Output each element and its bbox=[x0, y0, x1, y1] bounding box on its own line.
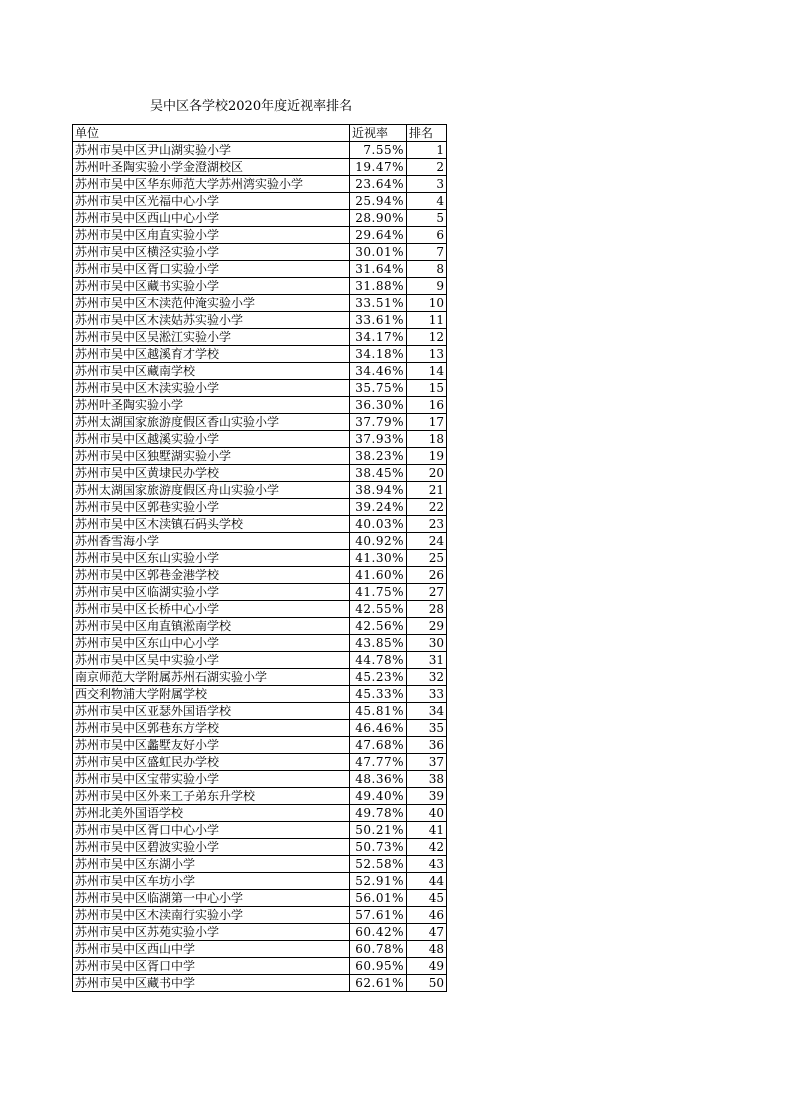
rank-cell: 30 bbox=[407, 635, 447, 652]
rank-cell: 50 bbox=[407, 975, 447, 992]
school-name-cell: 苏州市吴中区宝带实验小学 bbox=[73, 771, 350, 788]
myopia-rate-cell: 50.21% bbox=[350, 822, 407, 839]
myopia-rate-cell: 37.79% bbox=[350, 414, 407, 431]
myopia-rate-cell: 45.33% bbox=[350, 686, 407, 703]
rank-cell: 33 bbox=[407, 686, 447, 703]
table-row bbox=[73, 380, 447, 397]
myopia-rate-cell: 30.01% bbox=[350, 244, 407, 261]
school-name-cell: 苏州市吴中区木渎南行实验小学 bbox=[73, 907, 350, 924]
school-name-cell: 苏州市吴中区胥口实验小学 bbox=[73, 261, 350, 278]
school-name-cell: 苏州市吴中区郭巷实验小学 bbox=[73, 499, 350, 516]
school-name-cell: 苏州市吴中区木渎范仲淹实验小学 bbox=[73, 295, 350, 312]
rank-cell: 38 bbox=[407, 771, 447, 788]
school-name-cell: 苏州市吴中区盛虹民办学校 bbox=[73, 754, 350, 771]
myopia-rate-cell: 42.56% bbox=[350, 618, 407, 635]
rank-cell: 6 bbox=[407, 227, 447, 244]
table-row bbox=[73, 465, 447, 482]
myopia-rate-cell: 52.91% bbox=[350, 873, 407, 890]
myopia-rate-cell: 41.30% bbox=[350, 550, 407, 567]
header-rate: 近视率 bbox=[350, 125, 407, 142]
rank-cell: 14 bbox=[407, 363, 447, 380]
rank-cell: 2 bbox=[407, 159, 447, 176]
myopia-rate-cell: 47.77% bbox=[350, 754, 407, 771]
rank-cell: 31 bbox=[407, 652, 447, 669]
school-name-cell: 苏州市吴中区横泾实验小学 bbox=[73, 244, 350, 261]
table-row bbox=[73, 686, 447, 703]
rank-cell: 26 bbox=[407, 567, 447, 584]
school-name-cell: 苏州市吴中区越溪实验小学 bbox=[73, 431, 350, 448]
rank-cell: 36 bbox=[407, 737, 447, 754]
table-row bbox=[73, 856, 447, 873]
table-row bbox=[73, 312, 447, 329]
table-body bbox=[73, 142, 447, 992]
myopia-rate-cell: 52.58% bbox=[350, 856, 407, 873]
school-name-cell: 苏州市吴中区郭巷金港学校 bbox=[73, 567, 350, 584]
table-row bbox=[73, 295, 447, 312]
school-name-cell: 苏州市吴中区吴淞江实验小学 bbox=[73, 329, 350, 346]
school-name-cell: 苏州市吴中区胥口中学 bbox=[73, 958, 350, 975]
table-row bbox=[73, 788, 447, 805]
table-row bbox=[73, 159, 447, 176]
table-row bbox=[73, 669, 447, 686]
rank-cell: 28 bbox=[407, 601, 447, 618]
school-name-cell: 苏州市吴中区苏苑实验小学 bbox=[73, 924, 350, 941]
school-name-cell: 苏州市吴中区西山中学 bbox=[73, 941, 350, 958]
table-row bbox=[73, 839, 447, 856]
myopia-rate-cell: 34.17% bbox=[350, 329, 407, 346]
table-row bbox=[73, 448, 447, 465]
myopia-rate-cell: 33.51% bbox=[350, 295, 407, 312]
table-row bbox=[73, 805, 447, 822]
rank-cell: 39 bbox=[407, 788, 447, 805]
table-row bbox=[73, 516, 447, 533]
school-name-cell: 南京师范大学附属苏州石湖实验小学 bbox=[73, 669, 350, 686]
myopia-rate-cell: 31.64% bbox=[350, 261, 407, 278]
school-name-cell: 苏州市吴中区碧波实验小学 bbox=[73, 839, 350, 856]
school-name-cell: 苏州北美外国语学校 bbox=[73, 805, 350, 822]
ranking-table bbox=[72, 124, 447, 992]
school-name-cell: 苏州香雪海小学 bbox=[73, 533, 350, 550]
myopia-rate-cell: 28.90% bbox=[350, 210, 407, 227]
rank-cell: 32 bbox=[407, 669, 447, 686]
table-row bbox=[73, 635, 447, 652]
rank-cell: 10 bbox=[407, 295, 447, 312]
table-row bbox=[73, 499, 447, 516]
table-row bbox=[73, 771, 447, 788]
myopia-rate-cell: 36.30% bbox=[350, 397, 407, 414]
myopia-rate-cell: 60.78% bbox=[350, 941, 407, 958]
table-row bbox=[73, 482, 447, 499]
header-unit: 单位 bbox=[73, 125, 350, 142]
rank-cell: 22 bbox=[407, 499, 447, 516]
school-name-cell: 苏州市吴中区长桥中心小学 bbox=[73, 601, 350, 618]
rank-cell: 42 bbox=[407, 839, 447, 856]
school-name-cell: 苏州市吴中区木渎镇石码头学校 bbox=[73, 516, 350, 533]
table-row bbox=[73, 941, 447, 958]
rank-cell: 37 bbox=[407, 754, 447, 771]
table-header-row bbox=[73, 125, 447, 142]
myopia-rate-cell: 60.42% bbox=[350, 924, 407, 941]
school-name-cell: 苏州市吴中区华东师范大学苏州湾实验小学 bbox=[73, 176, 350, 193]
rank-cell: 29 bbox=[407, 618, 447, 635]
table-row bbox=[73, 210, 447, 227]
school-name-cell: 苏州市吴中区临湖实验小学 bbox=[73, 584, 350, 601]
rank-cell: 20 bbox=[407, 465, 447, 482]
rank-cell: 45 bbox=[407, 890, 447, 907]
table-row bbox=[73, 737, 447, 754]
myopia-rate-cell: 31.88% bbox=[350, 278, 407, 295]
myopia-rate-cell: 62.61% bbox=[350, 975, 407, 992]
rank-cell: 7 bbox=[407, 244, 447, 261]
myopia-rate-cell: 49.40% bbox=[350, 788, 407, 805]
school-name-cell: 苏州市吴中区亚瑟外国语学校 bbox=[73, 703, 350, 720]
table-row bbox=[73, 550, 447, 567]
myopia-rate-cell: 46.46% bbox=[350, 720, 407, 737]
school-name-cell: 苏州市吴中区木渎实验小学 bbox=[73, 380, 350, 397]
table-row bbox=[73, 346, 447, 363]
table-row bbox=[73, 329, 447, 346]
table-row bbox=[73, 193, 447, 210]
school-name-cell: 苏州市吴中区东湖小学 bbox=[73, 856, 350, 873]
table-row bbox=[73, 142, 447, 159]
myopia-rate-cell: 34.46% bbox=[350, 363, 407, 380]
rank-cell: 46 bbox=[407, 907, 447, 924]
table-row bbox=[73, 907, 447, 924]
myopia-rate-cell: 34.18% bbox=[350, 346, 407, 363]
myopia-rate-cell: 29.64% bbox=[350, 227, 407, 244]
school-name-cell: 苏州市吴中区吴中实验小学 bbox=[73, 652, 350, 669]
table-row bbox=[73, 278, 447, 295]
rank-cell: 3 bbox=[407, 176, 447, 193]
myopia-rate-cell: 49.78% bbox=[350, 805, 407, 822]
school-name-cell: 苏州市吴中区甪直实验小学 bbox=[73, 227, 350, 244]
myopia-rate-cell: 50.73% bbox=[350, 839, 407, 856]
school-name-cell: 苏州市吴中区西山中心小学 bbox=[73, 210, 350, 227]
myopia-rate-cell: 45.23% bbox=[350, 669, 407, 686]
table-row bbox=[73, 261, 447, 278]
rank-cell: 48 bbox=[407, 941, 447, 958]
school-name-cell: 苏州太湖国家旅游度假区舟山实验小学 bbox=[73, 482, 350, 499]
school-name-cell: 苏州市吴中区车坊小学 bbox=[73, 873, 350, 890]
rank-cell: 16 bbox=[407, 397, 447, 414]
rank-cell: 44 bbox=[407, 873, 447, 890]
rank-cell: 1 bbox=[407, 142, 447, 159]
rank-cell: 21 bbox=[407, 482, 447, 499]
myopia-rate-cell: 42.55% bbox=[350, 601, 407, 618]
table-row bbox=[73, 567, 447, 584]
rank-cell: 4 bbox=[407, 193, 447, 210]
rank-cell: 27 bbox=[407, 584, 447, 601]
rank-cell: 24 bbox=[407, 533, 447, 550]
myopia-rate-cell: 40.03% bbox=[350, 516, 407, 533]
myopia-rate-cell: 19.47% bbox=[350, 159, 407, 176]
header-rank: 排名 bbox=[407, 125, 447, 142]
rank-cell: 9 bbox=[407, 278, 447, 295]
rank-cell: 17 bbox=[407, 414, 447, 431]
table-row bbox=[73, 618, 447, 635]
rank-cell: 35 bbox=[407, 720, 447, 737]
myopia-rate-cell: 60.95% bbox=[350, 958, 407, 975]
table-row bbox=[73, 703, 447, 720]
table-row bbox=[73, 873, 447, 890]
table-row bbox=[73, 533, 447, 550]
myopia-rate-cell: 40.92% bbox=[350, 533, 407, 550]
table-row bbox=[73, 584, 447, 601]
myopia-rate-cell: 43.85% bbox=[350, 635, 407, 652]
myopia-rate-cell: 37.93% bbox=[350, 431, 407, 448]
table-row bbox=[73, 414, 447, 431]
table-row bbox=[73, 975, 447, 992]
rank-cell: 43 bbox=[407, 856, 447, 873]
school-name-cell: 西交利物浦大学附属学校 bbox=[73, 686, 350, 703]
school-name-cell: 苏州市吴中区越溪育才学校 bbox=[73, 346, 350, 363]
page-title: 吴中区各学校2020年度近视率排名 bbox=[150, 99, 353, 114]
school-name-cell: 苏州市吴中区胥口中心小学 bbox=[73, 822, 350, 839]
table-row bbox=[73, 176, 447, 193]
rank-cell: 40 bbox=[407, 805, 447, 822]
table-row bbox=[73, 244, 447, 261]
myopia-rate-cell: 45.81% bbox=[350, 703, 407, 720]
myopia-rate-cell: 23.64% bbox=[350, 176, 407, 193]
school-name-cell: 苏州市吴中区独墅湖实验小学 bbox=[73, 448, 350, 465]
myopia-rate-cell: 41.60% bbox=[350, 567, 407, 584]
school-name-cell: 苏州市吴中区东山实验小学 bbox=[73, 550, 350, 567]
myopia-rate-cell: 57.61% bbox=[350, 907, 407, 924]
school-name-cell: 苏州市吴中区蠡墅友好小学 bbox=[73, 737, 350, 754]
rank-cell: 47 bbox=[407, 924, 447, 941]
rank-cell: 15 bbox=[407, 380, 447, 397]
school-name-cell: 苏州市吴中区黄埭民办学校 bbox=[73, 465, 350, 482]
school-name-cell: 苏州市吴中区临湖第一中心小学 bbox=[73, 890, 350, 907]
rank-cell: 12 bbox=[407, 329, 447, 346]
table-row bbox=[73, 601, 447, 618]
school-name-cell: 苏州市吴中区藏南学校 bbox=[73, 363, 350, 380]
table-row bbox=[73, 431, 447, 448]
rank-cell: 11 bbox=[407, 312, 447, 329]
school-name-cell: 苏州市吴中区木渎姑苏实验小学 bbox=[73, 312, 350, 329]
rank-cell: 18 bbox=[407, 431, 447, 448]
rank-cell: 23 bbox=[407, 516, 447, 533]
school-name-cell: 苏州市吴中区甪直镇淞南学校 bbox=[73, 618, 350, 635]
rank-cell: 5 bbox=[407, 210, 447, 227]
rank-cell: 25 bbox=[407, 550, 447, 567]
school-name-cell: 苏州市吴中区尹山湖实验小学 bbox=[73, 142, 350, 159]
school-name-cell: 苏州市吴中区郭巷东方学校 bbox=[73, 720, 350, 737]
myopia-rate-cell: 47.68% bbox=[350, 737, 407, 754]
myopia-rate-cell: 25.94% bbox=[350, 193, 407, 210]
myopia-rate-cell: 41.75% bbox=[350, 584, 407, 601]
myopia-rate-cell: 44.78% bbox=[350, 652, 407, 669]
myopia-rate-cell: 39.24% bbox=[350, 499, 407, 516]
myopia-rate-cell: 56.01% bbox=[350, 890, 407, 907]
myopia-rate-cell: 48.36% bbox=[350, 771, 407, 788]
school-name-cell: 苏州市吴中区藏书中学 bbox=[73, 975, 350, 992]
school-name-cell: 苏州市吴中区东山中心小学 bbox=[73, 635, 350, 652]
school-name-cell: 苏州太湖国家旅游度假区香山实验小学 bbox=[73, 414, 350, 431]
table-row bbox=[73, 363, 447, 380]
table-row bbox=[73, 890, 447, 907]
myopia-rate-cell: 38.45% bbox=[350, 465, 407, 482]
myopia-rate-cell: 33.61% bbox=[350, 312, 407, 329]
myopia-rate-cell: 7.55% bbox=[350, 142, 407, 159]
table-row bbox=[73, 227, 447, 244]
table-row bbox=[73, 924, 447, 941]
myopia-rate-cell: 38.23% bbox=[350, 448, 407, 465]
table-row bbox=[73, 958, 447, 975]
myopia-rate-cell: 35.75% bbox=[350, 380, 407, 397]
rank-cell: 34 bbox=[407, 703, 447, 720]
school-name-cell: 苏州市吴中区光福中心小学 bbox=[73, 193, 350, 210]
table-row bbox=[73, 754, 447, 771]
school-name-cell: 苏州市吴中区藏书实验小学 bbox=[73, 278, 350, 295]
myopia-rate-cell: 38.94% bbox=[350, 482, 407, 499]
table-row bbox=[73, 397, 447, 414]
rank-cell: 8 bbox=[407, 261, 447, 278]
table-row bbox=[73, 822, 447, 839]
table-row bbox=[73, 652, 447, 669]
rank-cell: 19 bbox=[407, 448, 447, 465]
table-row bbox=[73, 720, 447, 737]
rank-cell: 49 bbox=[407, 958, 447, 975]
school-name-cell: 苏州叶圣陶实验小学 bbox=[73, 397, 350, 414]
school-name-cell: 苏州叶圣陶实验小学金澄湖校区 bbox=[73, 159, 350, 176]
school-name-cell: 苏州市吴中区外来工子弟东升学校 bbox=[73, 788, 350, 805]
rank-cell: 13 bbox=[407, 346, 447, 363]
rank-cell: 41 bbox=[407, 822, 447, 839]
